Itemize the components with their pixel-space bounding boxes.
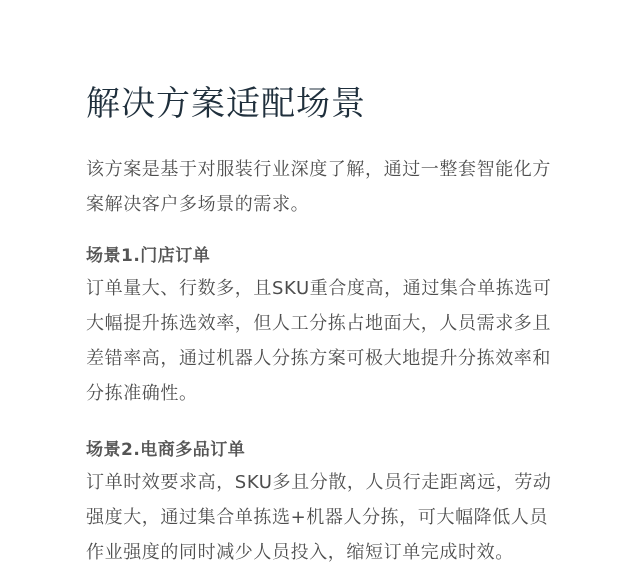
scene-heading: 场景1.门店订单: [86, 246, 211, 266]
scene-description: 订单时效要求高，SKU多且分散，人员行走距离远，劳动强度大，通过集合单拣选+机器人分拣，可大幅降低人员作业强度的同时减少人员投入，缩短订单完成时效。: [86, 472, 552, 563]
intro-paragraph: 该方案是基于对服装行业深度了解，通过一整套智能化方案解决客户多场景的需求。: [86, 159, 551, 215]
scene-description: 订单量大、行数多，且SKU重合度高，通过集合单拣选可大幅提升拣选效率，但人工分拣占地面大，人员需求多且差错率高，通过机器人分拣方案可极大地提升分拣效率和分拣准确性。: [86, 278, 552, 404]
scene-ecommerce-orders: [86, 435, 560, 570]
scene-heading: 场景2.电商多品订单: [86, 440, 246, 460]
page-title: 解决方案适配场景: [86, 84, 366, 124]
scene-store-orders: [86, 241, 560, 411]
